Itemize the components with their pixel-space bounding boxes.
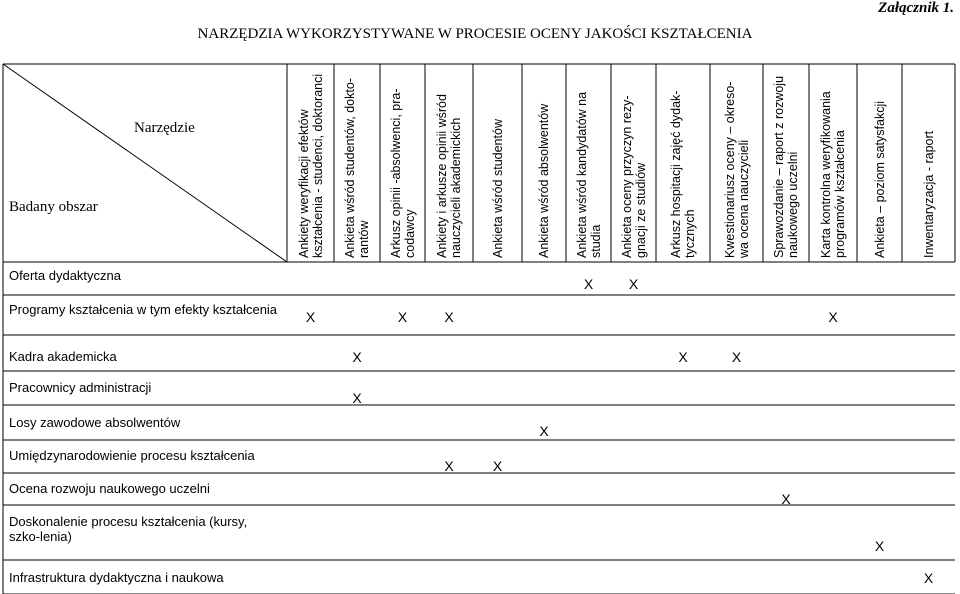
- column-header-label: Ankieta wśród studentów: [490, 119, 505, 258]
- row-label: Doskonalenie procesu kształcenia (kursy, szko-lenia): [9, 514, 248, 544]
- column-header: [902, 64, 955, 262]
- column-header: [656, 64, 710, 262]
- column-header-label: Ankiety weryfikacji efektów kształcenia - studenci, doktoranci: [296, 73, 325, 258]
- row-label: Programy kształcenia w tym efekty kształcenia: [9, 302, 278, 317]
- cell-mark: X: [305, 309, 316, 325]
- column-header: [710, 64, 763, 262]
- cell-mark: X: [352, 349, 362, 365]
- cell-mark: X: [874, 538, 885, 554]
- cell-mark: X: [397, 309, 408, 325]
- row-label: Ocena rozwoju naukowego uczelni: [9, 481, 210, 496]
- cell-mark: X: [444, 458, 454, 474]
- corner-tool-label: Narzędzie: [134, 120, 195, 136]
- column-header: [425, 64, 473, 262]
- column-header: [763, 64, 809, 262]
- column-header-label: Ankieta – poziom satysfakcji: [872, 100, 887, 258]
- column-header-label: Sprawozdanie – raport z rozwoju naukowego uczelni: [772, 75, 800, 258]
- column-header: [334, 64, 380, 262]
- column-header-label: Arkusz opinii -absolwenci, pra-codawcy: [388, 88, 417, 258]
- column-header: [566, 64, 611, 262]
- row-label: Umiędzynarodowienie procesu kształcenia: [9, 448, 255, 463]
- column-header-label: Ankieta oceny przyczyn rezy-gnacji ze studiów: [619, 95, 648, 258]
- column-header: [522, 64, 566, 262]
- cell-mark: X: [444, 309, 454, 325]
- page-title: NARZĘDZIA WYKORZYSTYWANE W PROCESIE OCENY JAKOŚCI KSZTAŁCENIA: [197, 26, 753, 42]
- cell-mark: X: [923, 570, 934, 586]
- corner-area-label: Badany obszar: [9, 199, 98, 215]
- cell-mark: X: [628, 276, 639, 292]
- column-header: [473, 64, 522, 262]
- column-header: [380, 64, 425, 262]
- column-header-label: Ankiety i arkusze opinii wśród nauczycieli akademickich: [435, 94, 463, 258]
- cell-mark: X: [583, 276, 594, 292]
- column-header: [857, 64, 902, 262]
- row-label: Oferta dydaktyczna: [9, 268, 121, 283]
- cell-mark: X: [352, 390, 362, 406]
- column-header-label: Ankieta wśród kandydatów na studia: [574, 91, 603, 258]
- column-header-label: Ankieta wśród absolwentów: [537, 103, 551, 258]
- column-header: [287, 64, 334, 262]
- row-label: Pracownicy administracji: [9, 380, 152, 395]
- cell-mark: X: [678, 349, 688, 365]
- cell-mark: X: [492, 458, 503, 474]
- row-label: Infrastruktura dydaktyczna i naukowa: [9, 570, 224, 585]
- row-label: Kadra akademicka: [9, 349, 117, 364]
- column-header-label: Inwentaryzacja - raport: [921, 130, 936, 258]
- column-header-label: Arkusz hospitacji zajęć dydak-tycznych: [669, 90, 697, 258]
- row-label: Losy zawodowe absolwentów: [9, 415, 181, 430]
- cell-mark: X: [781, 491, 791, 507]
- column-header: [611, 64, 656, 262]
- column-header-label: Karta kontrolna weryfikowania programów kształcenia: [819, 91, 847, 258]
- cell-mark: X: [539, 423, 549, 439]
- column-header: [809, 64, 857, 262]
- corner-diagonal: [3, 64, 287, 262]
- cell-mark: X: [828, 309, 838, 325]
- column-header-label: Kwestionariusz oceny – okreso-wa ocena nauczycieli: [722, 81, 751, 258]
- annex-label: Załącznik 1.: [878, 0, 954, 16]
- cell-mark: X: [731, 349, 742, 365]
- column-header-label: Ankieta wśród studentów, dokto-rantów: [343, 78, 371, 258]
